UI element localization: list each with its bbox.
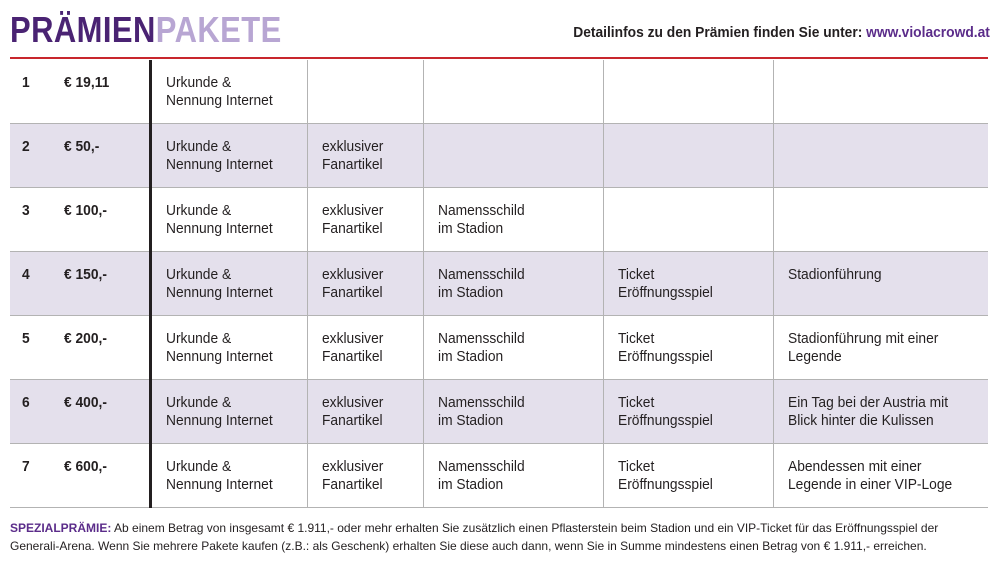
reward-ticket: Ticket Eröffnungsspiel — [617, 265, 713, 301]
reward-fan-article: exklusiver Fanartikel — [321, 265, 383, 301]
reward-name-plate: Namensschild im Stadion — [437, 201, 525, 237]
package-number: 4 — [22, 265, 30, 283]
reward-special-cell — [773, 315, 988, 379]
reward-special-cell — [773, 379, 988, 443]
table-row — [10, 315, 988, 379]
package-number-cell — [10, 251, 42, 315]
package-number: 5 — [22, 329, 30, 347]
reward-fan-article: exklusiver Fanartikel — [321, 137, 383, 173]
table-row — [10, 60, 988, 123]
reward-ticket: Ticket Eröffnungsspiel — [617, 457, 713, 493]
reward-certificate-cell — [150, 60, 307, 123]
reward-certificate: Urkunde & Nennung Internet — [165, 137, 273, 173]
package-price-cell — [42, 60, 150, 123]
package-price: € 50,- — [64, 137, 100, 155]
reward-fan-article: exklusiver Fanartikel — [321, 457, 383, 493]
reward-name-plate: Namensschild im Stadion — [437, 265, 525, 301]
reward-name-plate-cell — [423, 123, 603, 187]
package-number: 1 — [22, 74, 30, 91]
package-price-cell — [42, 187, 150, 251]
reward-certificate: Urkunde & Nennung Internet — [165, 74, 273, 109]
package-price-cell — [42, 379, 150, 443]
footer-text: Ab einem Betrag von insgesamt € 1.911,- oder mehr erhalten Sie zusätzlich einen Pflasterstein beim Stadion und ein VIP-Ticket für das Eröffnungsspiel der Generali-Arena. Wenn Sie mehrere Pakete kaufen (z.B.: als Geschenk) erhalten Sie diese auch dann, wenn Sie in Summe mindestens einen Betrag von € 1.911,- erreichen. — [10, 521, 939, 553]
reward-fan-article: exklusiver Fanartikel — [321, 201, 383, 237]
package-price-cell — [42, 251, 150, 315]
reward-special-cell — [773, 251, 988, 315]
package-number: 3 — [22, 201, 30, 219]
reward-special: Ein Tag bei der Austria mit Blick hinter die Kulissen — [787, 393, 948, 429]
detail-text: Detailinfos zu den Prämien finden Sie unter: — [573, 24, 863, 41]
header — [10, 8, 990, 52]
reward-fan-article-cell — [307, 251, 423, 315]
reward-name-plate: Namensschild im Stadion — [437, 393, 525, 429]
reward-certificate-cell — [150, 187, 307, 251]
package-number: 7 — [22, 457, 30, 475]
table-row — [10, 379, 988, 443]
reward-name-plate-cell — [423, 251, 603, 315]
package-price: € 400,- — [64, 393, 107, 411]
package-price: € 600,- — [64, 457, 107, 475]
reward-fan-article-cell — [307, 187, 423, 251]
title-part-1: PRÄMIEN — [10, 9, 156, 50]
detail-info — [573, 24, 990, 41]
package-number-cell — [10, 60, 42, 123]
table-row — [10, 443, 988, 507]
reward-certificate: Urkunde & Nennung Internet — [165, 265, 273, 301]
reward-ticket-cell — [603, 123, 773, 187]
reward-ticket: Ticket Eröffnungsspiel — [617, 329, 713, 365]
reward-name-plate-cell — [423, 60, 603, 123]
package-price-cell — [42, 315, 150, 379]
reward-name-plate-cell — [423, 315, 603, 379]
page-title — [10, 10, 282, 50]
package-price-cell — [42, 123, 150, 187]
package-price: € 100,- — [64, 201, 107, 219]
reward-name-plate: Namensschild im Stadion — [437, 329, 525, 365]
package-number-cell — [10, 315, 42, 379]
package-number-cell — [10, 443, 42, 507]
table-row — [10, 123, 988, 187]
reward-name-plate: Namensschild im Stadion — [437, 457, 525, 493]
reward-ticket-cell — [603, 187, 773, 251]
reward-fan-article-cell — [307, 60, 423, 123]
reward-fan-article-cell — [307, 315, 423, 379]
reward-special-cell — [773, 443, 988, 507]
detail-url-link[interactable]: www.violacrowd.at — [866, 24, 990, 41]
reward-certificate: Urkunde & Nennung Internet — [165, 457, 273, 493]
reward-special-cell — [773, 60, 988, 123]
reward-ticket-cell — [603, 251, 773, 315]
package-price: € 19,11 — [64, 74, 110, 91]
package-number-cell — [10, 187, 42, 251]
packages-table — [10, 60, 988, 508]
reward-certificate-cell — [150, 251, 307, 315]
package-number-cell — [10, 123, 42, 187]
reward-certificate: Urkunde & Nennung Internet — [165, 393, 273, 429]
reward-special: Stadionführung — [787, 265, 882, 283]
reward-certificate-cell — [150, 315, 307, 379]
reward-ticket-cell — [603, 379, 773, 443]
reward-ticket: Ticket Eröffnungsspiel — [617, 393, 713, 429]
package-number-cell — [10, 379, 42, 443]
reward-name-plate-cell — [423, 379, 603, 443]
reward-fan-article: exklusiver Fanartikel — [321, 393, 383, 429]
table-row — [10, 251, 988, 315]
package-number: 2 — [22, 137, 30, 155]
reward-certificate-cell — [150, 379, 307, 443]
reward-ticket-cell — [603, 315, 773, 379]
reward-name-plate-cell — [423, 187, 603, 251]
reward-certificate: Urkunde & Nennung Internet — [165, 201, 273, 237]
reward-special: Abendessen mit einer Legende in einer VIP-Loge — [787, 457, 952, 493]
reward-name-plate-cell — [423, 443, 603, 507]
package-price: € 150,- — [64, 265, 107, 283]
reward-ticket-cell — [603, 60, 773, 123]
reward-certificate-cell — [150, 123, 307, 187]
footer-note — [10, 519, 990, 555]
package-price: € 200,- — [64, 329, 107, 347]
reward-certificate: Urkunde & Nennung Internet — [165, 329, 273, 365]
reward-fan-article-cell — [307, 443, 423, 507]
reward-fan-article: exklusiver Fanartikel — [321, 329, 383, 365]
footer-label: SPEZIALPRÄMIE: — [10, 521, 112, 535]
header-divider — [10, 57, 988, 59]
title-part-2: PAKETE — [155, 9, 282, 50]
table-row — [10, 187, 988, 251]
reward-fan-article-cell — [307, 123, 423, 187]
package-price-cell — [42, 443, 150, 507]
reward-fan-article-cell — [307, 379, 423, 443]
reward-special: Stadionführung mit einer Legende — [787, 329, 938, 365]
reward-special-cell — [773, 123, 988, 187]
reward-certificate-cell — [150, 443, 307, 507]
reward-special-cell — [773, 187, 988, 251]
reward-ticket-cell — [603, 443, 773, 507]
package-number: 6 — [22, 393, 30, 411]
